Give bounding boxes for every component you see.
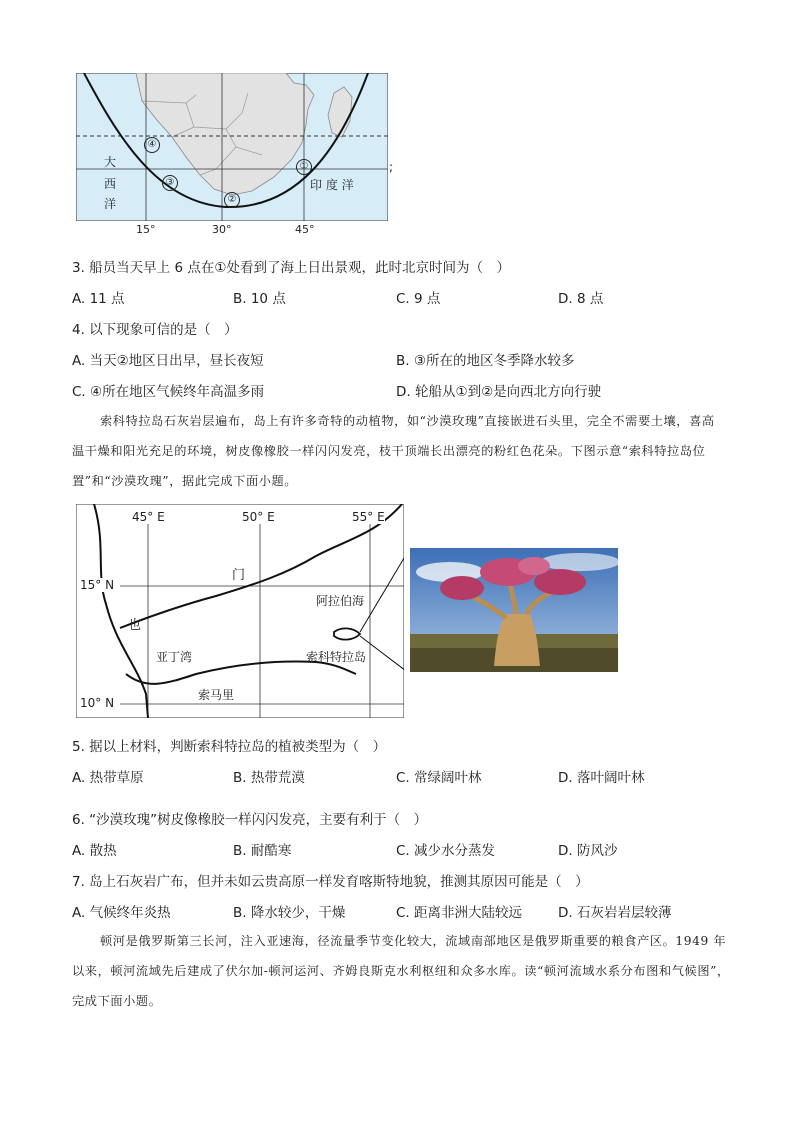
- map1-side-mark: ;: [389, 160, 394, 174]
- question-4-stem: 4. 以下现象可信的是（ ）: [72, 322, 238, 338]
- place-arabian-sea: 阿拉伯海: [316, 594, 365, 608]
- place-men: 门: [232, 568, 246, 583]
- question-4-option-a: A. 当天②地区日出早，昼长夜短: [72, 353, 264, 369]
- map1-lon-45: 45°: [295, 223, 315, 236]
- map1-lon-30: 30°: [212, 223, 232, 236]
- marker-2: ②: [224, 192, 240, 208]
- question-5-option-b: B. 热带荒漠: [233, 770, 305, 786]
- desert-rose-illustration: [410, 548, 618, 672]
- marker-4: ④: [144, 137, 160, 153]
- marker-1: ①: [296, 159, 312, 175]
- question-7-option-b: B. 降水较少，干燥: [233, 905, 346, 921]
- map2-svg: [76, 504, 404, 718]
- question-7-option-a: A. 气候终年炎热: [72, 905, 171, 921]
- place-somali: 索马里: [198, 688, 235, 702]
- material-paragraph-socotra: 索科特拉岛石灰岩层遍布，岛上有许多奇特的动植物，如“沙漠玫瑰”直接嵌进石头里，完全不需要土壤，喜高温干燥和阳光充足的环境，树皮像橡胶一样闪闪发亮，枝干顶端长出漂亮的粉红色花朵。下图示意“索科特拉岛位置”和“沙漠玫瑰”，据此完成下面小题。: [72, 414, 715, 488]
- ocean-label-atlantic-1: 大: [104, 155, 117, 169]
- question-5-option-c: C. 常绿阔叶林: [396, 770, 482, 786]
- question-7-option-d: D. 石灰岩岩层较薄: [558, 905, 672, 921]
- map2-lon-50: 50° E: [242, 510, 275, 524]
- ocean-label-atlantic-3: 洋: [104, 197, 117, 211]
- map2-lat-15: 15° N: [80, 578, 115, 592]
- question-4-option-c: C. ④所在地区气候终年高温多雨: [72, 384, 265, 400]
- material-paragraph-don-river: 顿河是俄罗斯第三长河，注入亚速海，径流量季节变化较大，流域南部地区是俄罗斯重要的粮食产区。1949 年以来，顿河流域先后建成了伏尔加-顿河运河、齐姆良斯克水利枢纽和众多水库。读“顿河流域水系分布图和气候图”，完成下面小题。: [72, 934, 730, 1008]
- map-socotra: [76, 504, 404, 718]
- question-3-stem: 3. 船员当天早上 6 点在①处看到了海上日出景观，此时北京时间为（ ）: [72, 260, 510, 276]
- map1-lon-15: 15°: [136, 223, 156, 236]
- map2-lat-10: 10° N: [80, 696, 115, 710]
- question-6-option-a: A. 散热: [72, 843, 117, 859]
- question-5-option-a: A. 热带草原: [72, 770, 144, 786]
- ocean-label-indian: 印 度 洋: [310, 178, 354, 192]
- question-6-stem: 6. “沙漠玫瑰”树皮像橡胶一样闪闪发亮，主要有利于（ ）: [72, 812, 428, 828]
- question-3-option-b: B. 10 点: [233, 291, 286, 307]
- question-7-option-c: C. 距离非洲大陆较远: [396, 905, 523, 921]
- question-6-option-c: C. 减少水分蒸发: [396, 843, 496, 859]
- question-5-option-d: D. 落叶阔叶林: [558, 770, 645, 786]
- ocean-label-atlantic-2: 西: [104, 177, 117, 191]
- marker-3: ③: [162, 175, 178, 191]
- question-4-option-b: B. ③所在的地区冬季降水较多: [396, 353, 575, 369]
- desert-rose-photo: [410, 548, 618, 672]
- question-5-stem: 5. 据以上材料，判断索科特拉岛的植被类型为（ ）: [72, 739, 387, 755]
- question-7-stem: 7. 岛上石灰岩广布，但并未如云贵高原一样发育喀斯特地貌，推测其原因可能是（ ）: [72, 874, 589, 890]
- map2-lon-55: 55° E: [352, 510, 385, 524]
- question-3-option-a: A. 11 点: [72, 291, 125, 307]
- map2-lon-45: 45° E: [132, 510, 165, 524]
- map-southern-africa: [76, 73, 388, 221]
- question-6-option-b: B. 耐酷寒: [233, 843, 292, 859]
- place-gulf-aden: 亚丁湾: [156, 650, 193, 664]
- question-4-option-d: D. 轮船从①到②是向西北方向行驶: [396, 384, 602, 400]
- place-ye: 也: [128, 618, 142, 633]
- place-socotra: 索科特拉岛: [306, 650, 367, 664]
- question-3-option-c: C. 9 点: [396, 291, 441, 307]
- question-3-option-d: D. 8 点: [558, 291, 604, 307]
- question-6-option-d: D. 防风沙: [558, 843, 618, 859]
